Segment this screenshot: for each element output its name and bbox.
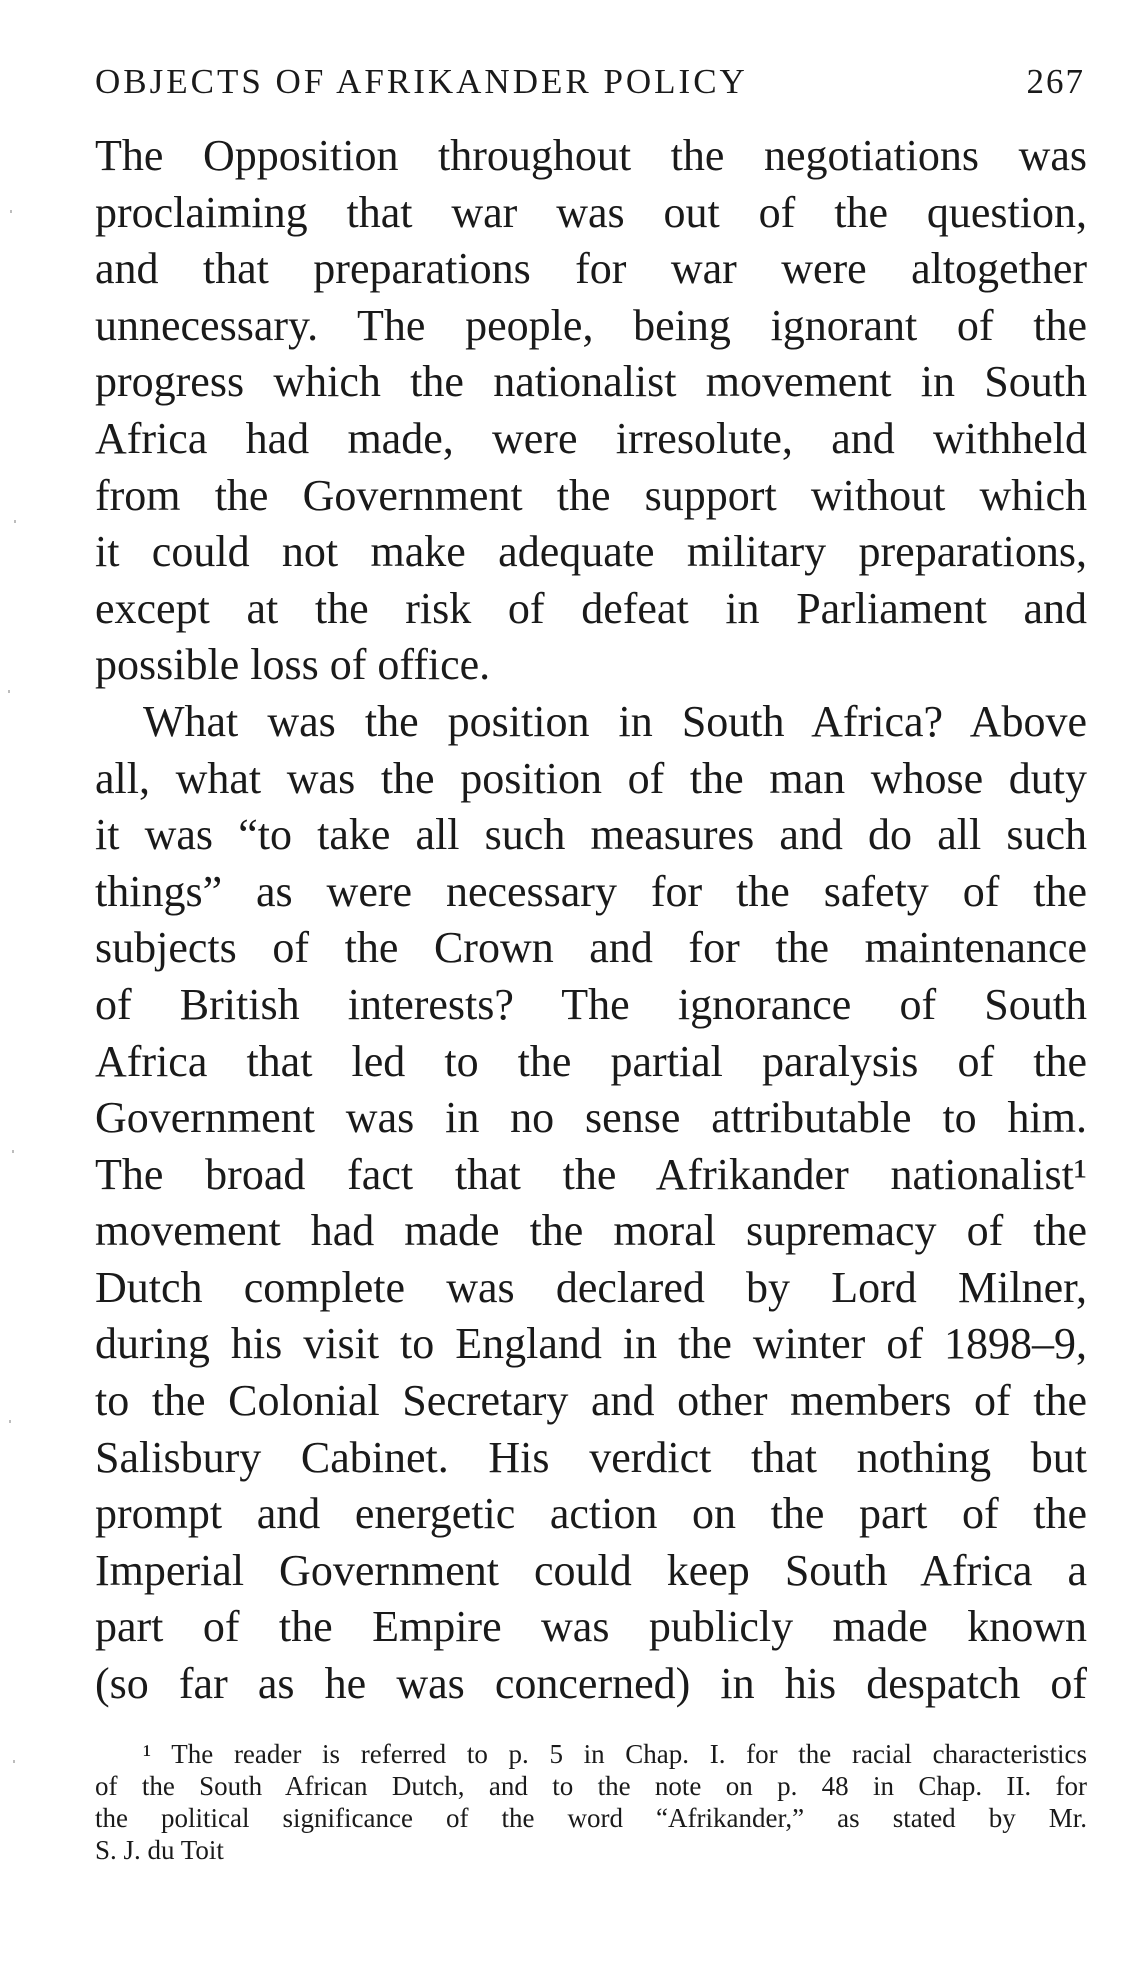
text-line: Dutch complete was declared by Lord Milner, bbox=[95, 1262, 1087, 1312]
scan-speck bbox=[9, 1420, 11, 1423]
text-line: (so far as he was concerned) in his despatch of bbox=[95, 1659, 1087, 1709]
text-line: it could not make adequate military preparations, bbox=[95, 527, 1087, 577]
text-line: from the Government the support without which bbox=[95, 470, 1087, 520]
text-line: prompt and energetic action on the part of the bbox=[95, 1489, 1087, 1539]
chapter-running-title: OBJECTS OF AFRIKANDER POLICY bbox=[95, 62, 748, 101]
text-line: possible loss of office. bbox=[95, 640, 491, 690]
text-line: movement had made the moral supremacy of the bbox=[95, 1206, 1087, 1256]
text-line: it was “to take all such measures and do all such bbox=[95, 810, 1087, 860]
footnote-line: S. J. du Toit bbox=[95, 1835, 224, 1865]
footnote-line: of the South African Dutch, and to the note on p. 48 in Chap. II. for bbox=[95, 1771, 1087, 1801]
text-line: What was the position in South Africa? Above bbox=[143, 696, 1087, 746]
text-line: Government was in no sense attributable to him. bbox=[95, 1093, 1087, 1143]
text-line: subjects of the Crown and for the maintenance bbox=[95, 923, 1087, 973]
text-line: The Opposition throughout the negotiations was bbox=[95, 131, 1087, 180]
text-line: proclaiming that war was out of the question, bbox=[95, 187, 1087, 237]
running-head bbox=[95, 62, 1085, 112]
scan-speck bbox=[10, 210, 12, 213]
text-line: to the Colonial Secretary and other members of the bbox=[95, 1376, 1087, 1426]
scan-speck bbox=[12, 1150, 14, 1153]
text-line: all, what was the position of the man whose duty bbox=[95, 753, 1087, 803]
text-line: things” as were necessary for the safety of the bbox=[95, 866, 1087, 916]
text-line: except at the risk of defeat in Parliament and bbox=[95, 583, 1087, 633]
body-text bbox=[95, 128, 1087, 1713]
text-line: unnecessary. The people, being ignorant of the bbox=[95, 300, 1087, 350]
text-line: The broad fact that the Afrikander nationalist¹ bbox=[95, 1149, 1087, 1199]
scan-speck bbox=[14, 520, 16, 523]
text-line: Africa that led to the partial paralysis of the bbox=[95, 1036, 1087, 1086]
text-line: of British interests? The ignorance of South bbox=[95, 979, 1087, 1029]
text-line: Salisbury Cabinet. His verdict that nothing but bbox=[95, 1432, 1087, 1482]
scan-speck bbox=[8, 690, 10, 693]
scan-speck bbox=[13, 1760, 15, 1763]
footnote bbox=[95, 1738, 1087, 1866]
text-line: progress which the nationalist movement in South bbox=[95, 357, 1087, 407]
text-line: Imperial Government could keep South Africa a bbox=[95, 1545, 1087, 1595]
text-line: Africa had made, were irresolute, and withheld bbox=[95, 413, 1087, 463]
footnote-line: ¹ The reader is referred to p. 5 in Chap. I. for the racial characteristics bbox=[143, 1739, 1087, 1769]
text-line: and that preparations for war were altogether bbox=[95, 244, 1087, 294]
footnote-line: the political significance of the word “Afrikander,” as stated by Mr. bbox=[95, 1803, 1087, 1833]
text-line: part of the Empire was publicly made known bbox=[95, 1602, 1087, 1652]
text-line: during his visit to England in the winter of 1898–9, bbox=[95, 1319, 1087, 1369]
page-number: 267 bbox=[1026, 62, 1085, 101]
